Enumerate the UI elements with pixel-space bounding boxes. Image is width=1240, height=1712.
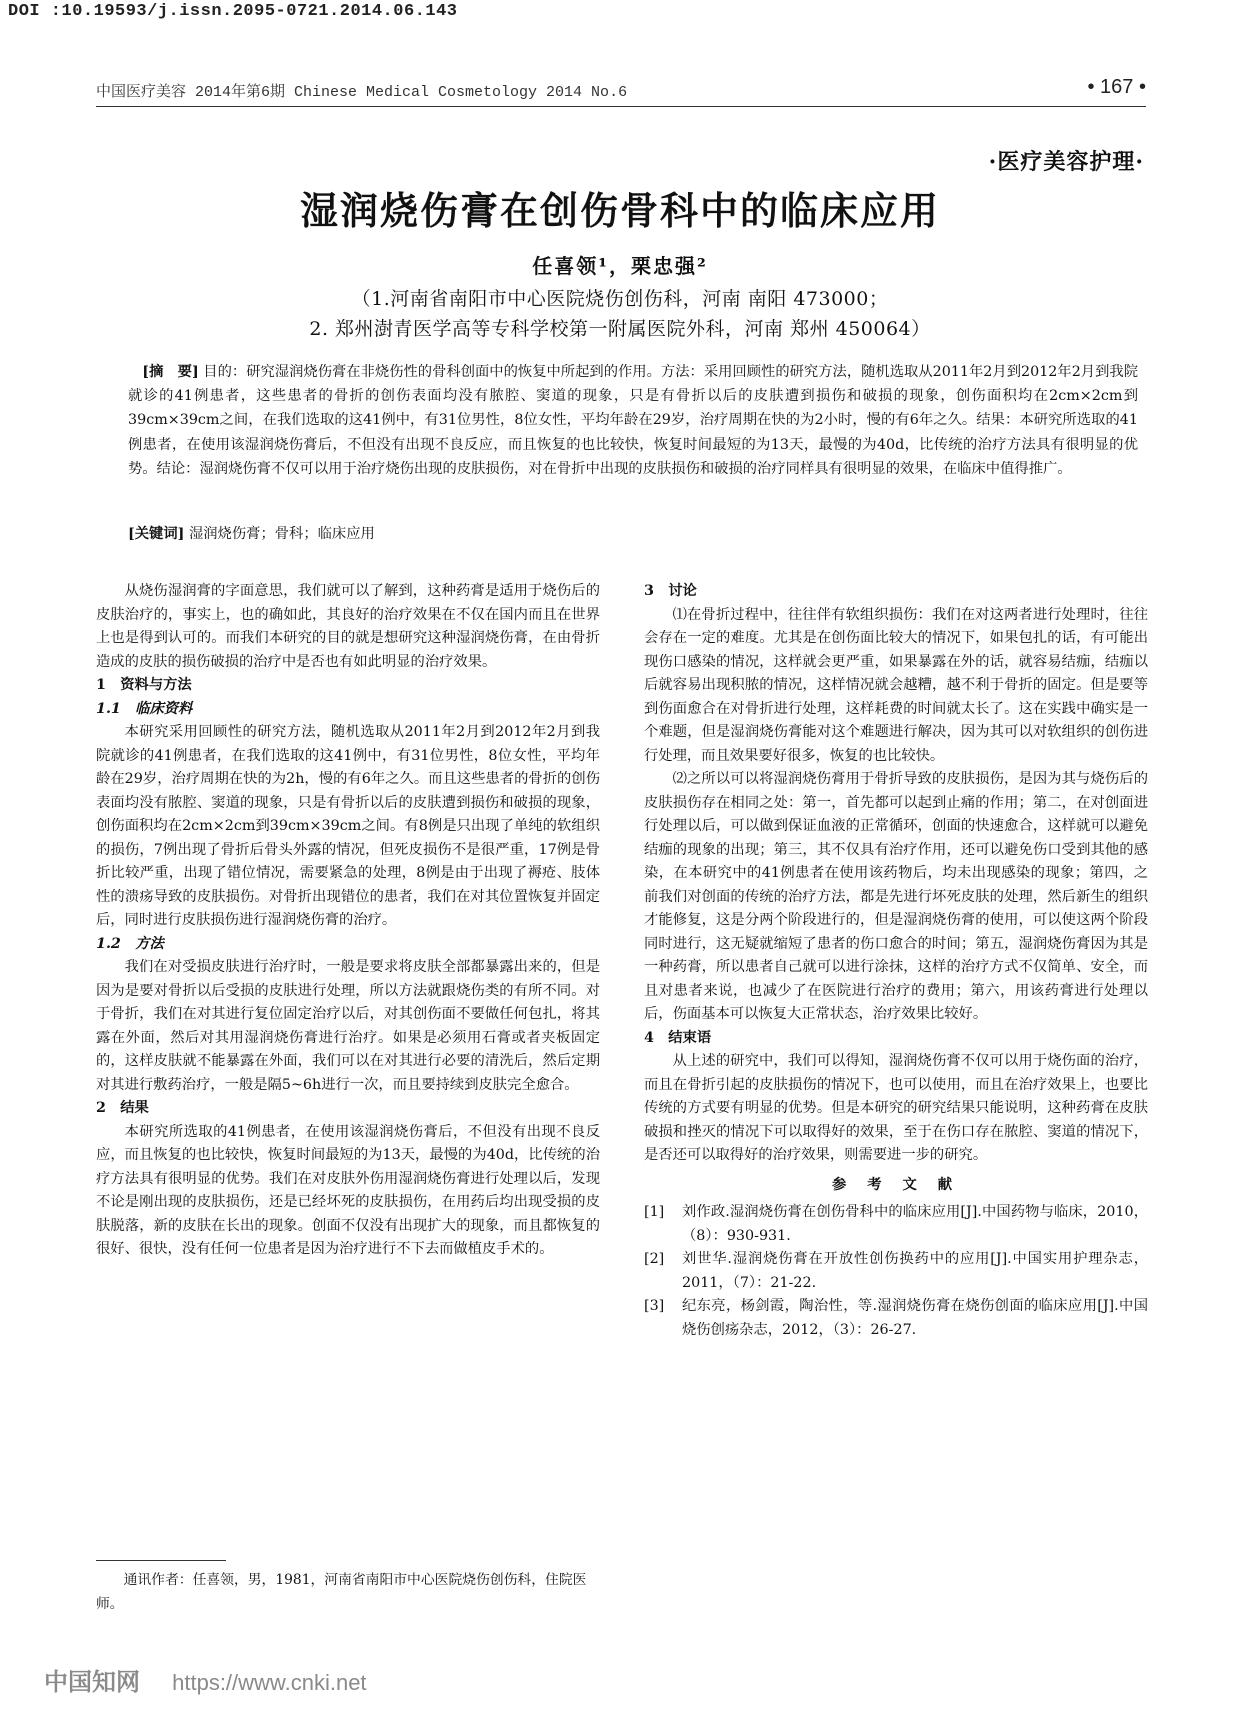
page-number: • 167 •: [1087, 76, 1146, 98]
left-column: [96, 580, 600, 1262]
footnote-divider: [96, 1560, 226, 1561]
cnki-logo: 中国知网: [44, 1669, 140, 1696]
conclusion-paragraph: 从上述的研究中，我们可以得知，湿润烧伤膏不仅可以用于烧伤面的治疗，而且在骨折引起的皮肤损伤的情况下，也可以使用，而且在治疗效果上，也要比传统的方式要有明显的优势。但是本研究的研究结果只能说明，这种药膏在皮肤破损和挫灭的情况下可以取得好的效果，至于在伤口存在脓腔、窦道的情况下，是否还可以取得好的治疗效果，则需要进一步的研究。: [644, 1053, 1148, 1163]
right-column: [644, 580, 1148, 1342]
abstract: [128, 360, 1138, 481]
references-title: 参 考 文 献: [831, 1176, 961, 1193]
results-paragraph: 本研究所选取的41例患者，在使用该湿润烧伤膏后，不但没有出现不良反应，而且恢复的也比较快，恢复时间最短的为13天，最慢的为40d，比传统的治疗方法具有很明显的优势。我们在对皮肤外伤用湿润烧伤膏进行处理以后，发现不论是刚出现的皮肤损伤，还是已经坏死的皮肤损伤，在用药后均出现受损的皮肤脱落，新的皮肤在长出的现象。创面不仅没有出现扩大的现象，而且都恢复的很好、很快，没有任何一位患者是因为治疗进行不下去而做植皮手术的。: [96, 1123, 600, 1257]
journal-name: 中国医疗美容 2014年第6期 Chinese Medical Cosmetology 2014 No.6: [96, 84, 628, 101]
cnki-url[interactable]: https://www.cnki.net: [172, 1670, 367, 1695]
article-title: 湿润烧伤膏在创伤骨科中的临床应用: [299, 188, 940, 233]
section-label: ·医疗美容护理·: [988, 149, 1144, 175]
abstract-text: 目的：研究湿润烧伤膏在非烧伤性的骨科创面中的恢复中所起到的作用。方法：采用回顾性的研究方法，随机选取从2011年2月到2012年2月到我院就诊的41例患者，这些患者的骨折的创伤表面均没有脓腔、窦道的现象，只是有骨折以后的皮肤遭到损伤和破损的现象，创伤面积均在2cm×2cm到39cm×39cm之间，在我们选取的这41例中，有31位男性，8位女性，平均年龄在29岁，治疗周期在快的为2小时，慢的有6年之久。结果：本研究所选取的41例患者，在使用该湿润烧伤膏后，不但没有出现不良反应，而且恢复的也比较快，恢复时间最短的为13天，最慢的为40d，比传统的治疗方法具有很明显的优势。结论：湿润烧伤膏不仅可以用于治疗烧伤出现的皮肤损伤，对在骨折中出现的皮肤损伤和破损的治疗同样具有很明显的效果，在临床中值得推广。: [128, 364, 1138, 477]
section-heading-1: 1 资料与方法: [96, 677, 192, 693]
abstract-label: [摘 要]: [142, 364, 199, 380]
keywords: [128, 523, 1138, 543]
discussion-paragraph-1: ⑴在骨折过程中，往往伴有软组织损伤：我们在对这两者进行处理时，往往会存在一定的难度。尤其是在创伤面比较大的情况下，如果包扎的话，有可能出现伤口感染的情况，这样就会更严重，如果暴露在外的话，就容易结痂，结痂以后就容易出现积脓的情况，这样情况就会越糟，越不利于骨折的固定。但是要等到伤面愈合在对骨折进行处理，这样耗费的时间就太长了。这在实践中确实是一个难题，但是湿润烧伤膏能对这个难题进行解决，因为其可以对软组织的创伤进行处理，而且效果要好很多，恢复的也比较快。: [644, 606, 1148, 764]
reference-number: [1]: [644, 1204, 665, 1220]
reference-text: 纪东亮，杨剑霞，陶治性，等.湿润烧伤膏在烧伤创面的临床应用[J].中国烧伤创疡杂志，2012，（3）：26-27.: [682, 1298, 1148, 1338]
affiliation-2: 2. 郑州澍青医学高等专科学校第一附属医院外科，河南 郑州 450064）: [309, 318, 931, 340]
subsection-heading-1-2: 1.2 方法: [96, 935, 164, 952]
keywords-text: 湿润烧伤膏；骨科；临床应用: [188, 526, 375, 542]
reference-number: [3]: [644, 1298, 665, 1314]
methods-paragraph: 我们在对受损皮肤进行治疗时，一般是要求将皮肤全部都暴露出来的，但是因为是要对骨折以后受损的皮肤进行处理，所以方法就跟烧伤类的有所不同。对于骨折，我们在对其进行复位固定治疗以后，对其创伤面不要做任何包扎，将其露在外面，然后对其用湿润烧伤膏进行治疗。如果是必须用石膏或者夹板固定的，这样皮肤就不能暴露在外面，我们可以在对其进行必要的清洗后，然后定期对其进行敷药治疗，一般是隔5~6h进行一次，而且要持续到皮肤完全愈合。: [96, 959, 600, 1093]
corresponding-author-footnote: 通讯作者：任喜领，男，1981，河南省南阳市中心医院烧伤创伤科，住院医师。: [96, 1572, 587, 1612]
reference-item: [644, 1295, 1148, 1342]
section-heading-2: 2 结果: [96, 1100, 149, 1116]
subsection-heading-1-1: 1.1 临床资料: [96, 700, 193, 717]
reference-number: [2]: [644, 1251, 665, 1267]
keywords-label: [关键词]: [128, 526, 185, 542]
clinical-data-paragraph: 本研究采用回顾性的研究方法，随机选取从2011年2月到2012年2月到我院就诊的41例患者，在我们选取的这41例中，有31位男性，8位女性，平均年龄在29岁，治疗周期在快的为2h，慢的有6年之久。而且这些患者的骨折的创伤表面均没有脓腔、窦道的现象，只是有骨折以后的皮肤遭到损伤和破损的现象，创伤面积均在2cm×2cm到39cm×39cm之间。有8例是只出现了单纯的软组织的损伤，7例出现了骨折后骨头外露的情况，但死皮损伤不是很严重，17例是骨折比较严重，出现了错位情况，需要紧急的处理，8例是由于出现了褥疮、肢体性的溃疡导致的皮肤损伤。对骨折出现错位的患者，我们在对其位置恢复并固定后，同时进行皮肤损伤进行湿润烧伤膏的治疗。: [96, 724, 600, 928]
doi-line: DOI :10.19593/j.issn.2095-0721.2014.06.143: [8, 2, 458, 21]
reference-text: 刘世华.湿润烧伤膏在开放性创伤换药中的应用[J].中国实用护理杂志，2011，（7）：21-22.: [682, 1251, 1148, 1291]
section-heading-3: 3 讨论: [644, 583, 697, 599]
intro-paragraph: 从烧伤湿润膏的字面意思，我们就可以了解到，这种药膏是适用于烧伤后的皮肤治疗的，事实上，也的确如此，其良好的治疗效果在不仅在国内而且在世界上也是得到认可的。而我们本研究的目的就是想研究这种湿润烧伤膏，在由骨折造成的皮肤的损伤破损的治疗中是否也有如此明显的治疗效果。: [96, 583, 600, 670]
discussion-paragraph-2: ⑵之所以可以将湿润烧伤膏用于骨折导致的皮肤损伤，是因为其与烧伤后的皮肤损伤存在相同之处：第一，首先都可以起到止痛的作用；第二，在对创面进行处理以后，可以做到保证血液的正常循环，创面的快速愈合，这样就可以避免结痂的现象的出现；第三，其不仅具有治疗作用，还可以避免伤口受到其他的感染，在本研究中的41例患者在使用该药物后，均未出现感染的现象；第四，之前我们对创面的传统的治疗方法，都是先进行坏死皮肤的处理，然后新生的组织才能修复，这是分两个阶段进行的，但是湿润烧伤膏的使用，可以使这两个阶段同时进行，这无疑就缩短了患者的伤口愈合的时间；第五，湿润烧伤膏因为其是一种药膏，所以患者自己就可以进行涂抹，这样的治疗方式不仅简单、安全，而且对患者来说，也减少了在医院进行治疗的费用；第六，用该药膏进行处理以后，伤面基本可以恢复大正常状态，治疗效果比较好。: [644, 771, 1148, 1022]
reference-item: [644, 1201, 1148, 1248]
cnki-watermark: [44, 1662, 367, 1697]
reference-text: 刘作政.湿润烧伤膏在创伤骨科中的临床应用[J].中国药物与临床，2010，（8）：930-931.: [682, 1204, 1148, 1244]
authors: 任喜领¹，栗忠强²: [532, 254, 708, 278]
running-header: [96, 76, 1146, 107]
section-heading-4: 4 结束语: [644, 1029, 712, 1046]
affiliation-1: （1.河南省南阳市中心医院烧伤创伤科，河南 南阳 473000；: [351, 288, 889, 310]
reference-item: [644, 1248, 1148, 1295]
